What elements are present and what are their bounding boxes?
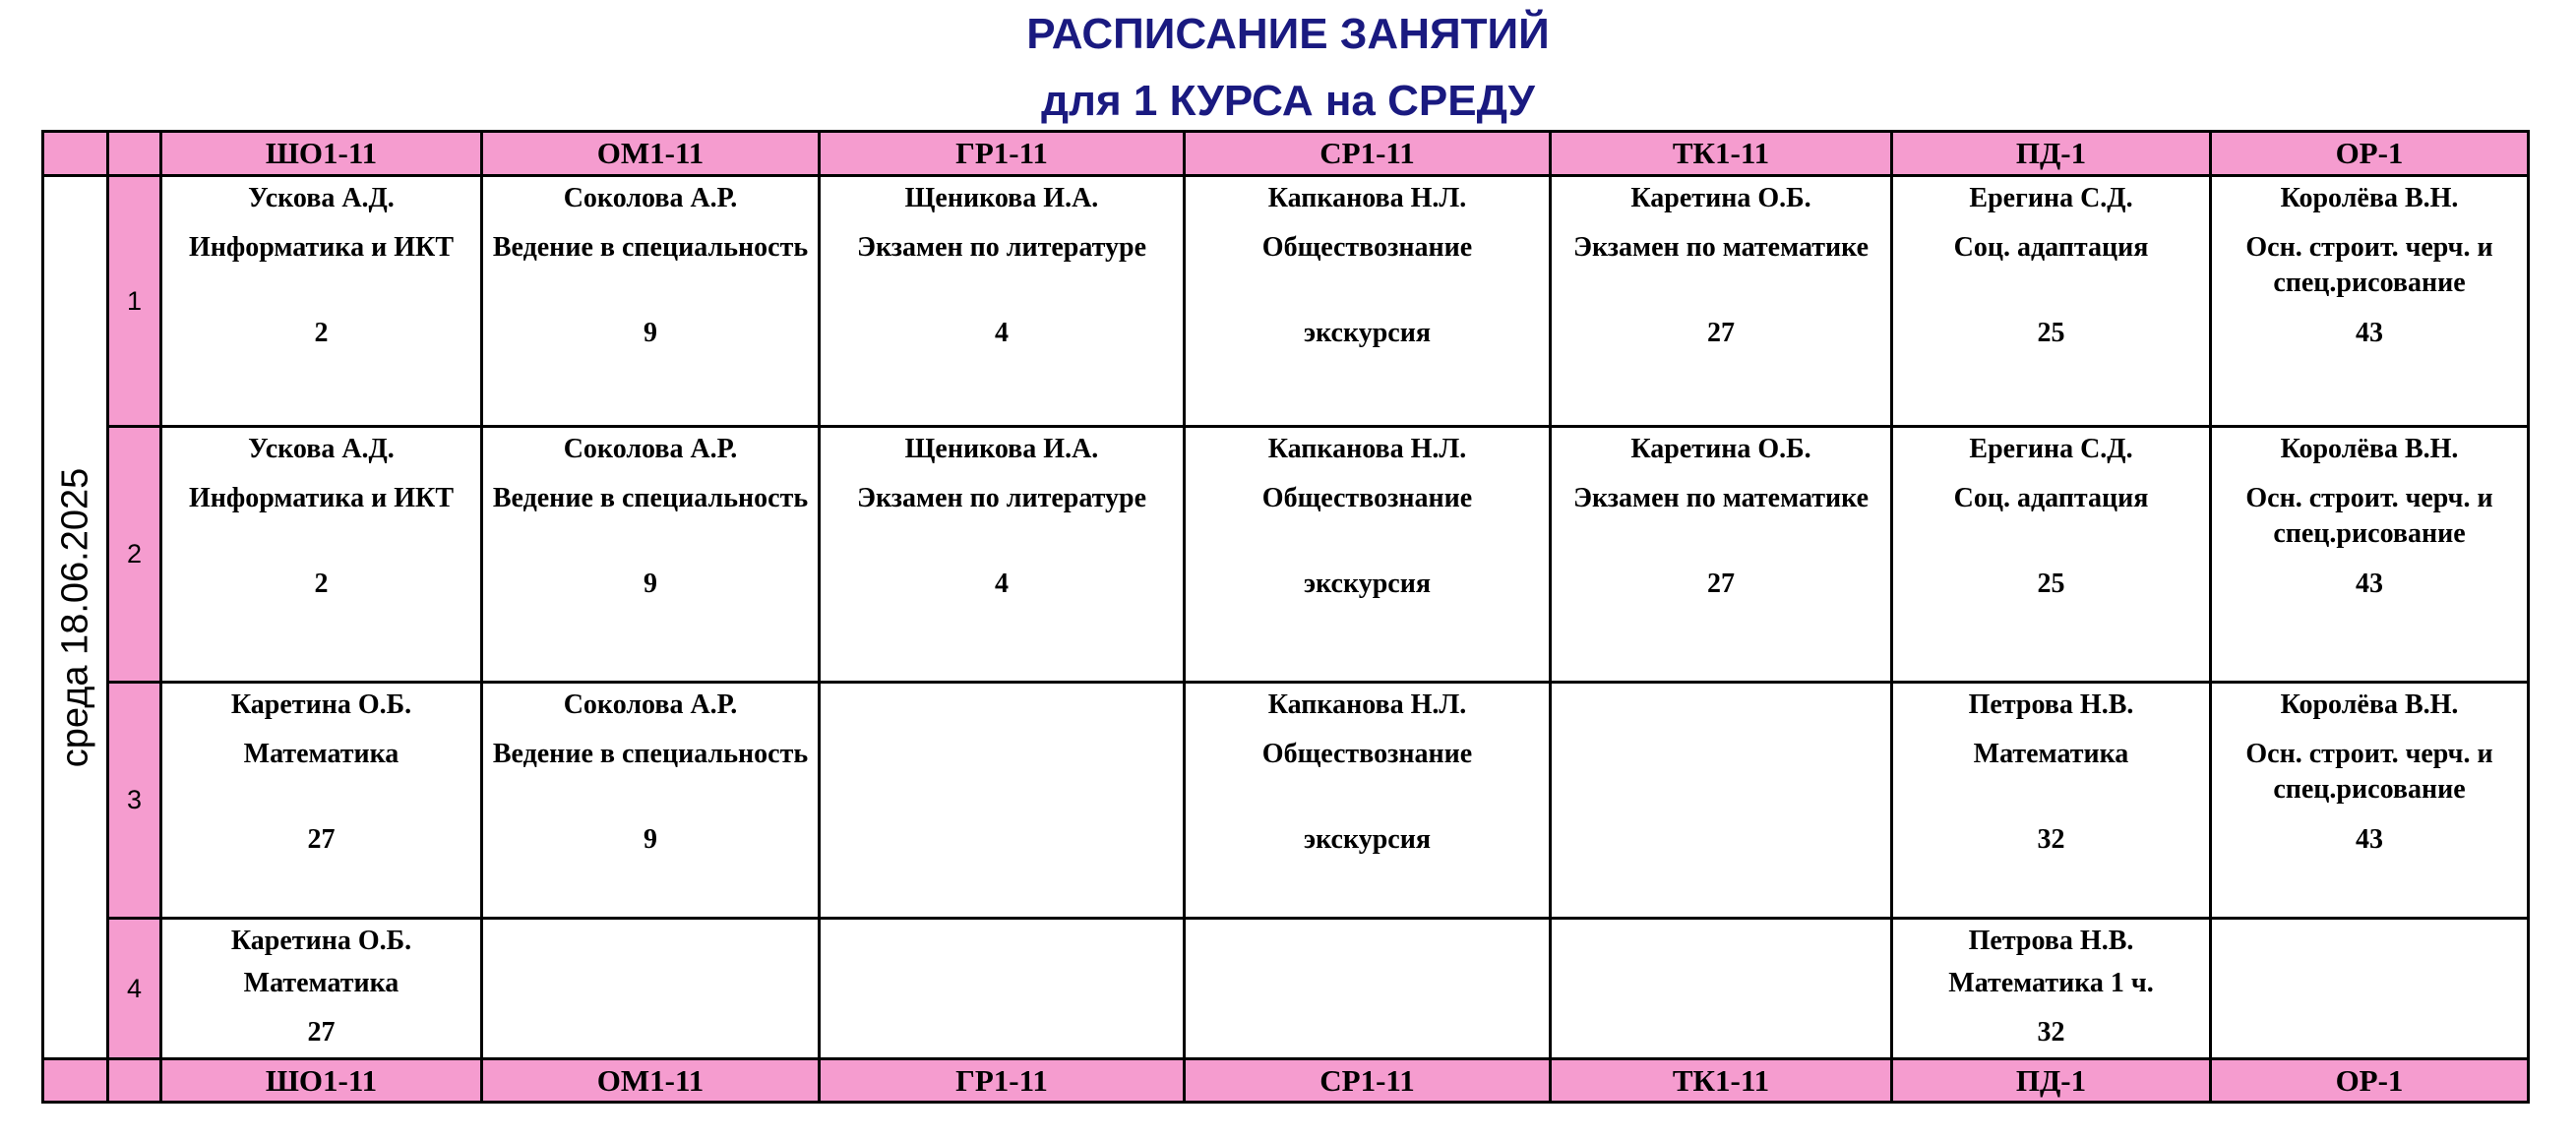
period-number: 4	[106, 917, 162, 1060]
subject-name: Математика 1 ч.	[1948, 968, 2154, 998]
room-number: 43	[2356, 569, 2383, 599]
room-number: 25	[2037, 569, 2065, 599]
lesson-cell	[818, 917, 1186, 1060]
lesson-cell	[1890, 681, 2212, 920]
subject-name: Информатика и ИКТ	[188, 483, 455, 513]
subject-name: Математика	[1973, 739, 2129, 769]
subject-name: Соц. адаптация	[1953, 232, 2149, 263]
footer-corner	[41, 1057, 109, 1104]
lesson-cell	[818, 425, 1186, 684]
lesson-cell	[1549, 681, 1893, 920]
lesson-cell	[2209, 425, 2530, 684]
subject-name: Осн. строит. черч. и спец.рисование	[2245, 483, 2493, 549]
period-number: 1	[106, 174, 162, 428]
header-group-pd-1: ПД-1	[1890, 130, 2212, 177]
lesson-cell	[480, 425, 821, 684]
teacher-name: Королёва В.Н.	[2280, 434, 2459, 464]
subject-name: Математика	[243, 739, 399, 769]
room-number: 32	[2037, 1017, 2065, 1048]
lesson-cell	[1183, 425, 1552, 684]
lesson-cell	[1890, 174, 2212, 428]
room-number: экскурсия	[1304, 569, 1431, 599]
footer-group-sho1-11: ШО1-11	[159, 1057, 483, 1104]
teacher-name: Петрова Н.В.	[1968, 689, 2134, 720]
subject-name: Экзамен по математике	[1572, 232, 1869, 263]
teacher-name: Каретина О.Б.	[1630, 434, 1811, 464]
room-number: 2	[314, 569, 329, 599]
room-number: 9	[644, 824, 657, 855]
header-group-gr1-11: ГР1-11	[818, 130, 1186, 177]
subject-name: Информатика и ИКТ	[188, 232, 455, 263]
lesson-cell	[2209, 917, 2530, 1060]
room-number: экскурсия	[1304, 824, 1431, 855]
footer-group-tk1-11: ТК1-11	[1549, 1057, 1893, 1104]
footer-num-corner	[106, 1057, 162, 1104]
lesson-cell	[2209, 681, 2530, 920]
room-number: 43	[2356, 318, 2383, 348]
room-number: 27	[307, 1017, 336, 1048]
room-number: 27	[307, 824, 336, 855]
lesson-cell	[1890, 425, 2212, 684]
subject-name: Обществознание	[1261, 483, 1473, 513]
teacher-name: Щеникова И.А.	[904, 183, 1099, 213]
footer-group-sr1-11: СР1-11	[1183, 1057, 1552, 1104]
subject-name: Обществознание	[1261, 739, 1473, 769]
subject-name: Ведение в специальность	[492, 739, 809, 769]
teacher-name: Ускова А.Д.	[248, 434, 395, 464]
room-number: экскурсия	[1304, 318, 1431, 348]
subject-name: Ведение в специальность	[492, 483, 809, 513]
lesson-cell	[818, 174, 1186, 428]
lesson-cell	[480, 174, 821, 428]
teacher-name: Каретина О.Б.	[1630, 183, 1811, 213]
subject-name: Экзамен по математике	[1572, 483, 1869, 513]
lesson-cell	[480, 917, 821, 1060]
lesson-cell	[159, 425, 483, 684]
lesson-cell	[1890, 917, 2212, 1060]
room-number: 32	[2037, 824, 2065, 855]
day-label: среда 18.06.2025	[54, 467, 95, 767]
period-number: 2	[106, 425, 162, 684]
page-subtitle: для 1 КУРСА на СРЕДУ	[1041, 77, 1535, 125]
room-number: 2	[314, 318, 329, 348]
teacher-name: Капканова Н.Л.	[1267, 183, 1467, 213]
lesson-cell	[1183, 174, 1552, 428]
room-number: 4	[995, 569, 1009, 599]
room-number: 27	[1707, 569, 1735, 599]
lesson-cell	[1549, 917, 1893, 1060]
subject-name: Экзамен по литературе	[856, 232, 1147, 263]
lesson-cell	[2209, 174, 2530, 428]
subject-name: Осн. строит. черч. и спец.рисование	[2245, 232, 2493, 298]
room-number: 43	[2356, 824, 2383, 855]
footer-group-or-1: ОР-1	[2209, 1057, 2530, 1104]
teacher-name: Щеникова И.А.	[904, 434, 1099, 464]
teacher-name: Каретина О.Б.	[230, 926, 412, 956]
lesson-cell	[1549, 174, 1893, 428]
subject-name: Экзамен по литературе	[856, 483, 1147, 513]
room-number: 4	[995, 318, 1009, 348]
room-number: 25	[2037, 318, 2065, 348]
teacher-name: Соколова А.Р.	[563, 183, 738, 213]
header-group-om1-11: ОМ1-11	[480, 130, 821, 177]
header-group-sr1-11: СР1-11	[1183, 130, 1552, 177]
teacher-name: Ерегина С.Д.	[1969, 183, 2133, 213]
teacher-name: Ускова А.Д.	[248, 183, 395, 213]
lesson-cell	[1183, 681, 1552, 920]
teacher-name: Капканова Н.Л.	[1267, 434, 1467, 464]
room-number: 27	[1707, 318, 1735, 348]
lesson-cell	[159, 917, 483, 1060]
subject-name: Осн. строит. черч. и спец.рисование	[2245, 739, 2493, 805]
day-cell	[41, 174, 109, 1060]
footer-group-om1-11: ОМ1-11	[480, 1057, 821, 1104]
subject-name: Соц. адаптация	[1953, 483, 2149, 513]
lesson-cell	[818, 681, 1186, 920]
header-group-or-1: ОР-1	[2209, 130, 2530, 177]
header-group-sho1-11: ШО1-11	[159, 130, 483, 177]
room-number: 9	[644, 318, 657, 348]
period-number: 3	[106, 681, 162, 920]
teacher-name: Петрова Н.В.	[1968, 926, 2134, 956]
page-title: РАСПИСАНИЕ ЗАНЯТИЙ	[1026, 10, 1550, 58]
header-group-tk1-11: ТК1-11	[1549, 130, 1893, 177]
room-number: 9	[644, 569, 657, 599]
subject-name: Ведение в специальность	[492, 232, 809, 263]
teacher-name: Соколова А.Р.	[563, 689, 738, 720]
footer-group-gr1-11: ГР1-11	[818, 1057, 1186, 1104]
teacher-name: Королёва В.Н.	[2280, 689, 2459, 720]
lesson-cell	[1183, 917, 1552, 1060]
teacher-name: Соколова А.Р.	[563, 434, 738, 464]
teacher-name: Каретина О.Б.	[230, 689, 412, 720]
teacher-name: Королёва В.Н.	[2280, 183, 2459, 213]
subject-name: Математика	[243, 968, 399, 998]
lesson-cell	[159, 681, 483, 920]
lesson-cell	[1549, 425, 1893, 684]
lesson-cell	[159, 174, 483, 428]
footer-group-pd-1: ПД-1	[1890, 1057, 2212, 1104]
subject-name: Обществознание	[1261, 232, 1473, 263]
header-corner	[41, 130, 109, 177]
header-num-corner	[106, 130, 162, 177]
teacher-name: Капканова Н.Л.	[1267, 689, 1467, 720]
teacher-name: Ерегина С.Д.	[1969, 434, 2133, 464]
lesson-cell	[480, 681, 821, 920]
